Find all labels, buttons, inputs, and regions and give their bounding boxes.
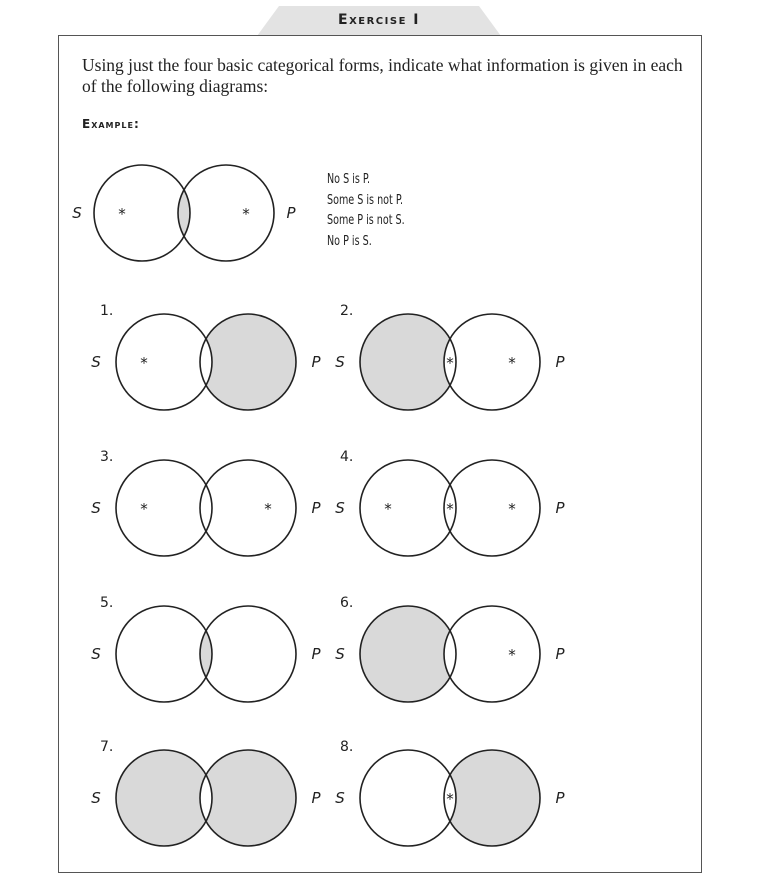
diagram-number: 5. (100, 595, 114, 611)
diagram-number: 6. (340, 595, 354, 611)
diagram-1 (91, 303, 321, 410)
circle-s (360, 750, 456, 846)
star-right: * (508, 646, 516, 664)
diagram-number: 7. (100, 739, 114, 755)
example-label: Example: (82, 117, 140, 131)
star-middle: * (446, 500, 454, 518)
circle-p (444, 314, 540, 410)
diagram-number: 1. (100, 303, 114, 319)
circle-p (444, 460, 540, 556)
star-right: * (508, 500, 516, 518)
label-p: P (555, 645, 565, 663)
label-s: S (91, 499, 101, 517)
label-s: S (335, 645, 345, 663)
label-p: P (286, 204, 296, 222)
circle-p (200, 606, 296, 702)
diagram-7 (91, 739, 321, 846)
label-p: P (311, 645, 321, 663)
circle-s (116, 606, 212, 702)
label-s: S (335, 353, 345, 371)
answer-line-3: Some P is not S. (327, 213, 405, 228)
label-p: P (555, 499, 565, 517)
instructions-text: Using just the four basic categorical forms, indicate what information is given in each of the following diagrams: (82, 55, 683, 96)
star-right: * (508, 354, 516, 372)
star-right: * (264, 500, 272, 518)
label-s: S (91, 789, 101, 807)
star-middle: * (446, 354, 454, 372)
label-s: S (91, 353, 101, 371)
star-middle: * (446, 790, 454, 808)
circle-s (116, 460, 212, 556)
label-s: S (335, 789, 345, 807)
label-s: S (91, 645, 101, 663)
label-p: P (555, 789, 565, 807)
answer-line-1: No S is P. (327, 172, 371, 187)
answer-line-4: No P is S. (327, 233, 372, 249)
label-p: P (311, 789, 321, 807)
label-p: P (311, 353, 321, 371)
diagram-4 (335, 449, 565, 556)
diagram-number: 4. (340, 449, 354, 465)
answer-line-2: Some S is not P. (327, 192, 404, 208)
diagram-number: 8. (340, 739, 354, 755)
diagram-6 (335, 595, 565, 702)
circle-p (178, 165, 274, 261)
circle-s (116, 314, 212, 410)
circle-s (94, 165, 190, 261)
star-left: * (140, 500, 148, 518)
shaded-region-middle (178, 190, 190, 236)
label-p: P (555, 353, 565, 371)
label-p: P (311, 499, 321, 517)
shaded-region-middle (200, 631, 212, 677)
label-s: S (335, 499, 345, 517)
exercise-title: Exercise I (338, 12, 420, 28)
star-left: * (384, 500, 392, 518)
star-left: * (118, 205, 126, 223)
diagram-number: 3. (100, 449, 114, 465)
diagram-3 (91, 449, 321, 556)
diagram-number: 2. (340, 303, 354, 319)
label-s: S (72, 204, 82, 222)
diagram-5 (91, 595, 321, 702)
circle-s (360, 460, 456, 556)
star-right: * (242, 205, 250, 223)
diagram-2 (335, 303, 565, 410)
circle-p (200, 460, 296, 556)
star-left: * (140, 354, 148, 372)
example-diagram (72, 165, 296, 261)
diagram-8 (335, 739, 565, 846)
circle-p (444, 606, 540, 702)
